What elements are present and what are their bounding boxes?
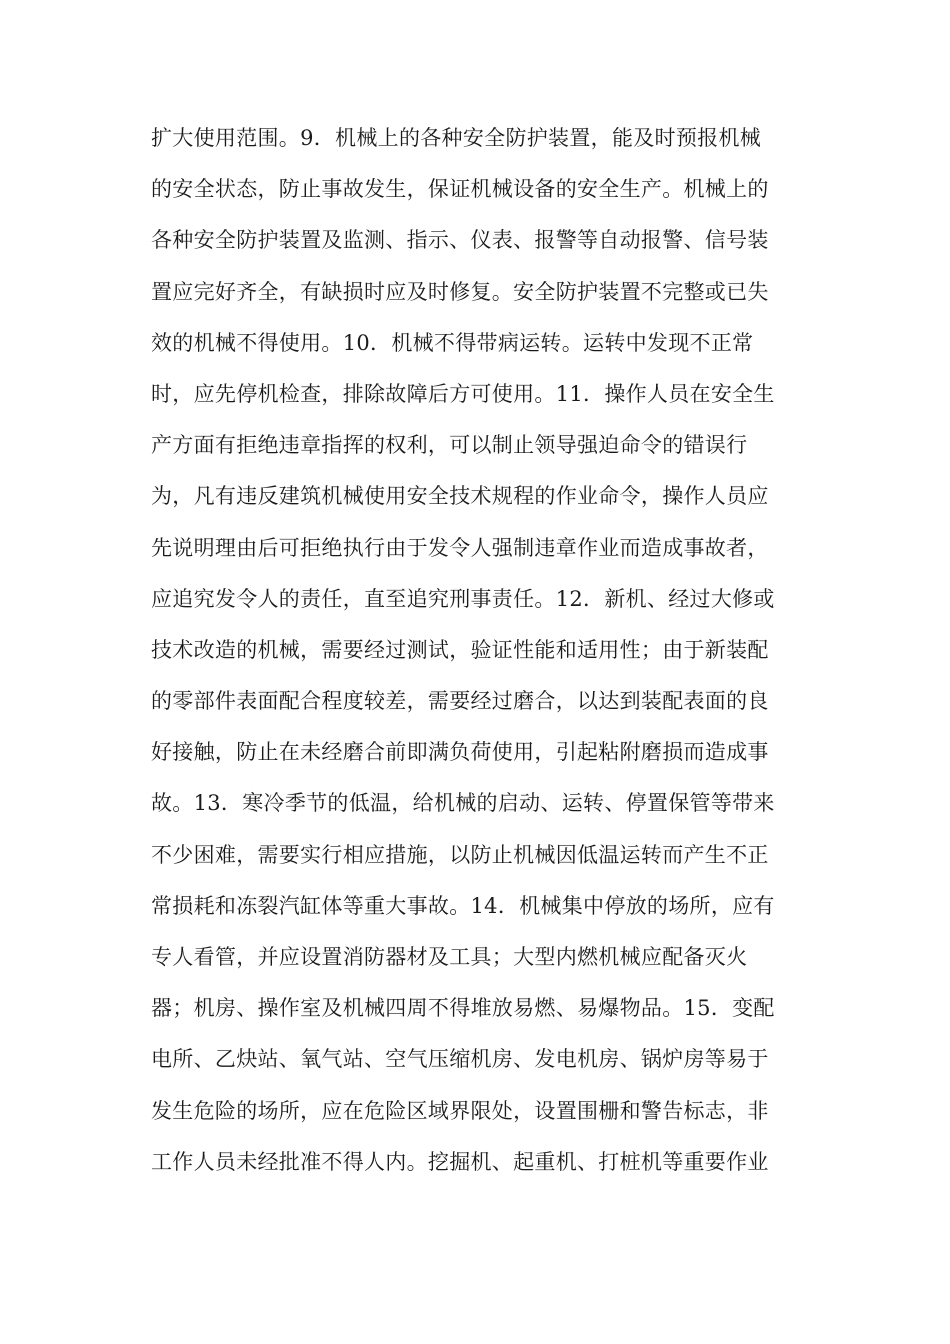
text-line: 的零部件表面配合程度较差，需要经过磨合，以达到装配表面的良 [151,689,769,714]
text-line: 时，应先停机检查，排除故障后方可使用。11．操作人员在安全生 [151,381,775,406]
text-line: 器；机房、操作室及机械四周不得堆放易燃、易爆物品。15．变配 [151,996,775,1021]
text-line: 故。13．寒冷季节的低温，给机械的启动、运转、停置保管等带来 [151,791,775,816]
body-text [151,118,811,1193]
text-line: 的安全状态，防止事故发生，保证机械设备的安全生产。机械上的 [151,177,769,202]
text-line: 先说明理由后可拒绝执行由于发令人强制违章作业而造成事故者， [151,535,769,560]
text-line: 常损耗和冻裂汽缸体等重大事故。14．机械集中停放的场所，应有 [151,893,775,918]
text-line: 专人看管，并应设置消防器材及工具；大型内燃机械应配备灭火 [151,945,748,969]
text-line: 效的机械不得使用。10．机械不得带病运转。运转中发现不正常 [151,330,754,355]
text-line: 置应完好齐全，有缺损时应及时修复。安全防护装置不完整或已失 [151,279,769,304]
text-line: 为，凡有违反建筑机械使用安全技术规程的作业命令，操作人员应 [151,484,769,509]
text-line: 电所、乙炔站、氧气站、空气压缩机房、发电机房、锅炉房等易于 [151,1047,769,1072]
text-line: 扩大使用范围。9．机械上的各种安全防护装置，能及时预报机械 [151,126,762,150]
text-line: 不少困难，需要实行相应措施，以防止机械因低温运转而产生不正 [151,842,769,867]
text-line: 技术改造的机械，需要经过测试，验证性能和适用性；由于新装配 [151,637,769,662]
text-line: 产方面有拒绝违章指挥的权利，可以制止领导强迫命令的错误行 [151,433,748,458]
text-line: 发生危险的场所，应在危险区域界限处，设置围栅和警告标志，非 [151,1098,769,1123]
text-line: 工作人员未经批准不得人内。挖掘机、起重机、打桩机等重要作业 [151,1149,769,1174]
text-line: 好接触，防止在未经磨合前即满负荷使用，引起粘附磨损而造成事 [151,740,769,765]
text-line: 应追究发令人的责任，直至追究刑事责任。12．新机、经过大修或 [151,586,775,611]
text-line: 各种安全防护装置及监测、指示、仪表、报警等自动报警、信号装 [151,228,769,253]
